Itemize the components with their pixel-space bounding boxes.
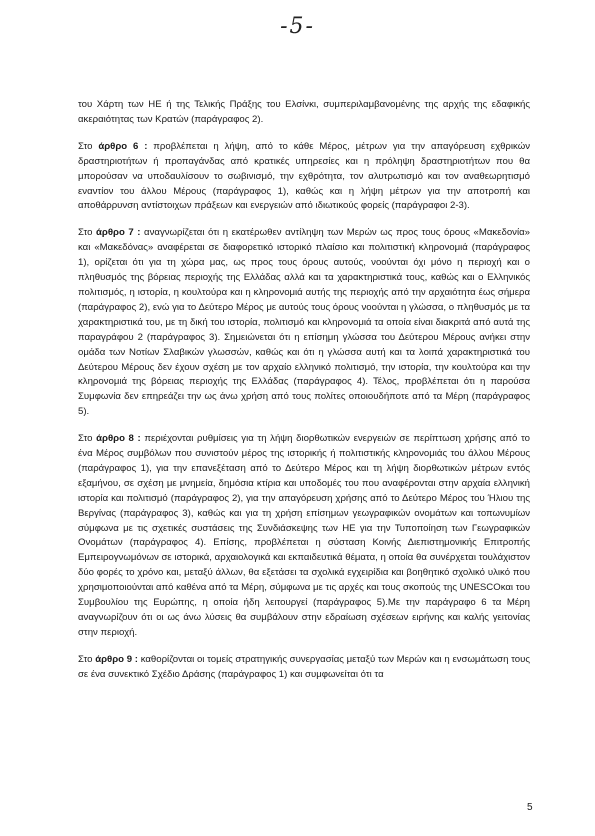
paragraph-continuation: του Χάρτη των ΗΕ ή της Τελικής Πράξης του Ελσίνκι, συμπεριλαμβανομένης της αρχής της εδαφικής ακεραιότητας των Κρατών (παράγραφος 2).	[78, 99, 530, 125]
article-8-heading: άρθρο 8 :	[96, 433, 141, 445]
article-7-heading: άρθρο 7 :	[96, 227, 141, 239]
paragraph-article-8: Στο άρθρο 8 : περιέχονται ρυθμίσεις για τη λήψη διορθωτικών ενεργειών σε περίπτωση χρήσης από το ένα Μέρος συμβόλων που συνιστούν μέρος της ιστορικής ή πολιτιστικής κληρονομιάς του άλλου Μέρους (παράγραφος 1), για την επανεξέταση από το Δεύτερο Μέρος και τη λήψη διορθωτικών μέτρων εντός εξαμήνου, σε σχέση με μνημεία, δημόσια κτίρια και υποδομές του που αναφέρονται στην αρχαία ελληνική ιστορία και πολιτισμό (παράγραφος 2), για την απαγόρευση χρήσης από το Δεύτερο Μέρος του Ήλιου της Βεργίνας (παράγραφος 3), καθώς και για τη χρήση επίσημων γεωγραφικών ονομάτων και τοπωνυμίων σύμφωνα με τις σχετικές συστάσεις της Συνδιάσκεψης των ΗΕ για την Τυποποίηση των Γεωγραφικών Ονομάτων (παράγραφος 4). Επίσης, προβλέπεται η σύσταση Κοινής Διεπιστημονικής Επιτροπής Εμπειρογνωμόνων σε ιστορικά, αρχαιολογικά και εκπαιδευτικά θέματα, η οποία θα συνέρχεται τουλάχιστον δύο φορές το χρόνο και, μεταξύ άλλων, θα εξετάσει τα σχολικά εγχειρίδια και βοηθητικό σχολικό υλικό που χρησιμοποιούνται από καθένα από τα Μέρη, σύμφωνα με τις αρχές και τους σκοπούς της UNESCOκαι του Συμβουλίου της Ευρώπης, η οποία ήδη λειτουργεί (παράγραφος 5).Με την παράγραφο 6 τα Μέρη αναγνωρίζουν ότι οι ως άνω λύσεις θα συμβάλουν στην εδραίωση σχέσεων ειρήνης και καλής γειτονίας στην περιοχή.	[78, 433, 530, 638]
paragraph-article-7: Στο άρθρο 7 : αναγνωρίζεται ότι η εκατέρωθεν αντίληψη των Μερών ως προς τους όρους «Μακεδονία» και «Μακεδόνας» αναφέρεται σε διαφορετικό ιστορικό πλαίσιο και πολιτιστική κληρονομιά (παράγραφος 1), ορίζεται ότι για τη χώρα μας, ως προς τους όρους αυτούς, νοούνται όχι μόνο η περιοχή και ο πληθυσμός της βόρειας περιοχής της Ελλάδας αλλά και τα χαρακτηριστικά τους, καθώς και ο Ελληνικός πολιτισμός, η ιστορία, η κουλτούρα και η κληρονομιά αυτής της περιοχής από την αρχαιότητα έως σήμερα (παράγραφος 2), ενώ για το Δεύτερο Μέρος με αυτούς τους όρους νοούνται η γλώσσα, ο πληθυσμός με τα χαρακτηριστικά του, με τη δική του ιστορία, πολιτισμό και κληρονομιά τα οποία είναι διακριτά από αυτά της παραγράφου 2 (παράγραφος 3). Σημειώνεται ότι η επίσημη γλώσσα του Δεύτερου Μέρους ανήκει στην ομάδα των Νοτίων Σλαβικών γλωσσών, καθώς και ότι η γλώσσα αυτή και τα λοιπά χαρακτηριστικά του Δεύτερου Μέρους δεν έχουν σχέση με τον αρχαίο ελληνικό πολιτισμό, την ιστορία, την κουλτούρα και την κληρονομιά της βόρειας περιοχής της Ελλάδας (παράγραφος 4). Τέλος, προβλέπεται ότι η παρούσα Συμφωνία δεν επηρεάζει την ως άνω χρήση από τους πολίτες οποιουδήποτε από τα Μέρη (παράγραφος 5).	[78, 227, 530, 418]
paragraph-article-9: Στο άρθρο 9 : καθορίζονται οι τομείς στρατηγικής συνεργασίας μεταξύ των Μερών και η ενσωμάτωση τους σε ένα συνεκτικό Σχέδιο Δράσης (παράγραφος 1) και συμφωνείται ότι τα	[78, 653, 530, 680]
article-6-heading: άρθρο 6 :	[98, 140, 148, 152]
document-body	[78, 98, 530, 695]
article-9-heading: άρθρο 9 :	[95, 653, 138, 665]
page-number: 5	[527, 802, 533, 813]
paragraph-article-6: Στο άρθρο 6 : προβλέπεται η λήψη, από το κάθε Μέρος, μέτρων για την απαγόρευση εχθρικών δραστηριοτήτων ή προπαγάνδας από κρατικές υπηρεσίες και η πρόληψη δραστηριοτήτων που θα μπορούσαν να υποδαυλίσουν το σωβινισμό, την εχθρότητα, τον αλυτρωτισμό και τον αναθεωρητισμό εναντίον του άλλου Μέρους (παράγραφος 1), καθώς και η λήψη μέτρων για την αποτροπή και αποθάρρυνση αντίστοιχων πράξεων και ενεργειών από ιδιωτικούς φορείς (παράγραφοι 2-3).	[78, 140, 530, 212]
handwritten-page-number: -5-	[280, 14, 315, 39]
